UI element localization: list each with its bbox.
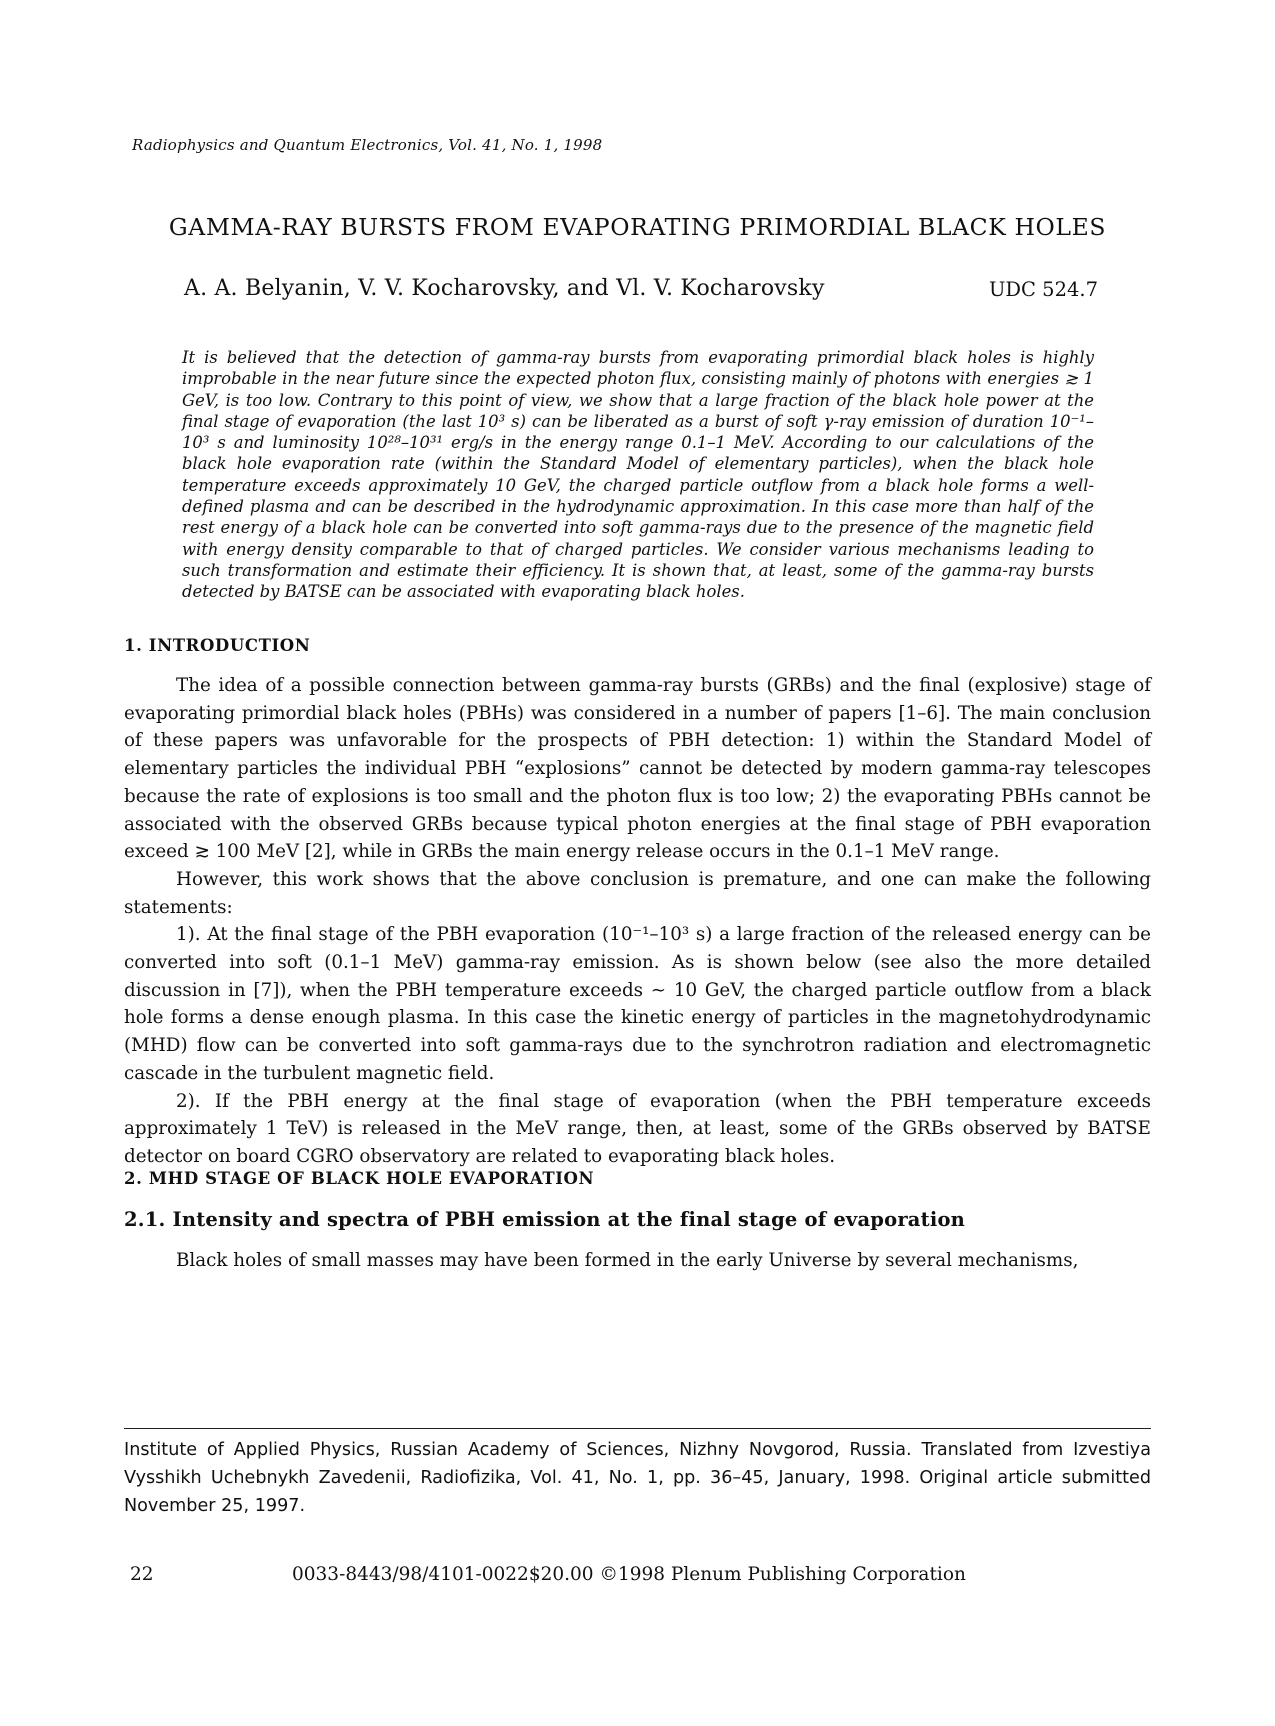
article-authors: A. A. Belyanin, V. V. Kocharovsky, and Vl. V. Kocharovsky	[184, 276, 825, 301]
paragraph: However, this work shows that the above conclusion is premature, and one can make the following statements:	[124, 868, 1151, 918]
subsection-heading: 2.1. Intensity and spectra of PBH emission at the final stage of evaporation	[124, 1208, 966, 1231]
paragraph: 1). At the final stage of the PBH evaporation (10⁻¹–10³ s) a large fraction of the released energy can be converted into soft (0.1–1 MeV) gamma-ray emission. As is shown below (see also the more detailed discussion in [7]), when the PBH temperature exceeds ∼ 10 GeV, the charged particle outflow from a black hole forms a dense enough plasma. In this case the kinetic energy of particles in the magnetohydrodynamic (MHD) flow can be converted into soft gamma-rays due to the synchrotron radiation and electromagnetic cascade in the turbulent magnetic field.	[124, 924, 1151, 1084]
abstract: It is believed that the detection of gamma-ray bursts from evaporating primordial black holes is highly improbable in the near future since the expected photon flux, consisting mainly of photons with energies ≳ 1 GeV, is too low. Contrary to this point of view, we show that a large fraction of the black hole power at the final stage of evaporation (the last 10³ s) can be liberated as a burst of soft γ-ray emission of duration 10⁻¹–10³ s and luminosity 10²⁸–10³¹ erg/s in the energy range 0.1–1 MeV. According to our calculations of the black hole evaporation rate (within the Standard Model of elementary particles), when the black hole temperature exceeds approximately 10 GeV, the charged particle outflow from a black hole forms a well-defined plasma and can be described in the hydrodynamic approximation. In this case more than half of the rest energy of a black hole can be converted into soft gamma-rays due to the presence of the magnetic field with energy density comparable to that of charged particles. We consider various mechanisms leading to such transformation and estimate their efficiency. It is shown that, at least, some of the gamma-ray bursts detected by BATSE can be associated with evaporating black holes.	[182, 348, 1094, 602]
footnote-divider	[124, 1428, 1151, 1429]
copyright-line: 0033-8443/98/4101-0022$20.00 ©1998 Plenum Publishing Corporation	[292, 1564, 966, 1585]
subsection-body	[124, 1247, 1151, 1275]
section-heading-introduction: 1. INTRODUCTION	[124, 636, 311, 655]
udc-code: UDC 524.7	[988, 278, 1098, 301]
page-number: 22	[130, 1564, 154, 1585]
section-heading-mhd: 2. MHD STAGE OF BLACK HOLE EVAPORATION	[124, 1169, 595, 1188]
article-title: GAMMA-RAY BURSTS FROM EVAPORATING PRIMORDIAL BLACK HOLES	[168, 213, 1107, 241]
paragraph: Black holes of small masses may have been formed in the early Universe by several mechanisms,	[176, 1250, 1079, 1271]
journal-citation: Radiophysics and Quantum Electronics, Vol. 41, No. 1, 1998	[132, 136, 603, 154]
paragraph: 2). If the PBH energy at the final stage of evaporation (when the PBH temperature exceeds approximately 1 TeV) is released in the MeV range, then, at least, some of the GRBs observed by BATSE detector on board CGRO observatory are related to evaporating black holes.	[124, 1090, 1151, 1167]
paragraph: The idea of a possible connection between gamma-ray bursts (GRBs) and the final (explosive) stage of evaporating primordial black holes (PBHs) was considered in a number of papers [1–6]. The main conclusion of these papers was unfavorable for the prospects of PBH detection: 1) within the Standard Model of elementary particles the individual PBH “explosions” cannot be detected by modern gamma-ray telescopes because the rate of explosions is too small and the photon flux is too low; 2) the evaporating PBHs cannot be associated with the observed GRBs because typical photon energies at the final stage of PBH evaporation exceed ≳ 100 MeV [2], while in GRBs the main energy release occurs in the 0.1–1 MeV range.	[124, 675, 1151, 863]
introduction-body	[124, 672, 1151, 1171]
affiliation-footnote: Institute of Applied Physics, Russian Academy of Sciences, Nizhny Novgorod, Russia. Translated from Izvestiya Vysshikh Uchebnykh Zavedenii, Radiofizika, Vol. 41, No. 1, pp. 36–45, January, 1998. Original article submitted November 25, 1997.	[124, 1440, 1151, 1516]
